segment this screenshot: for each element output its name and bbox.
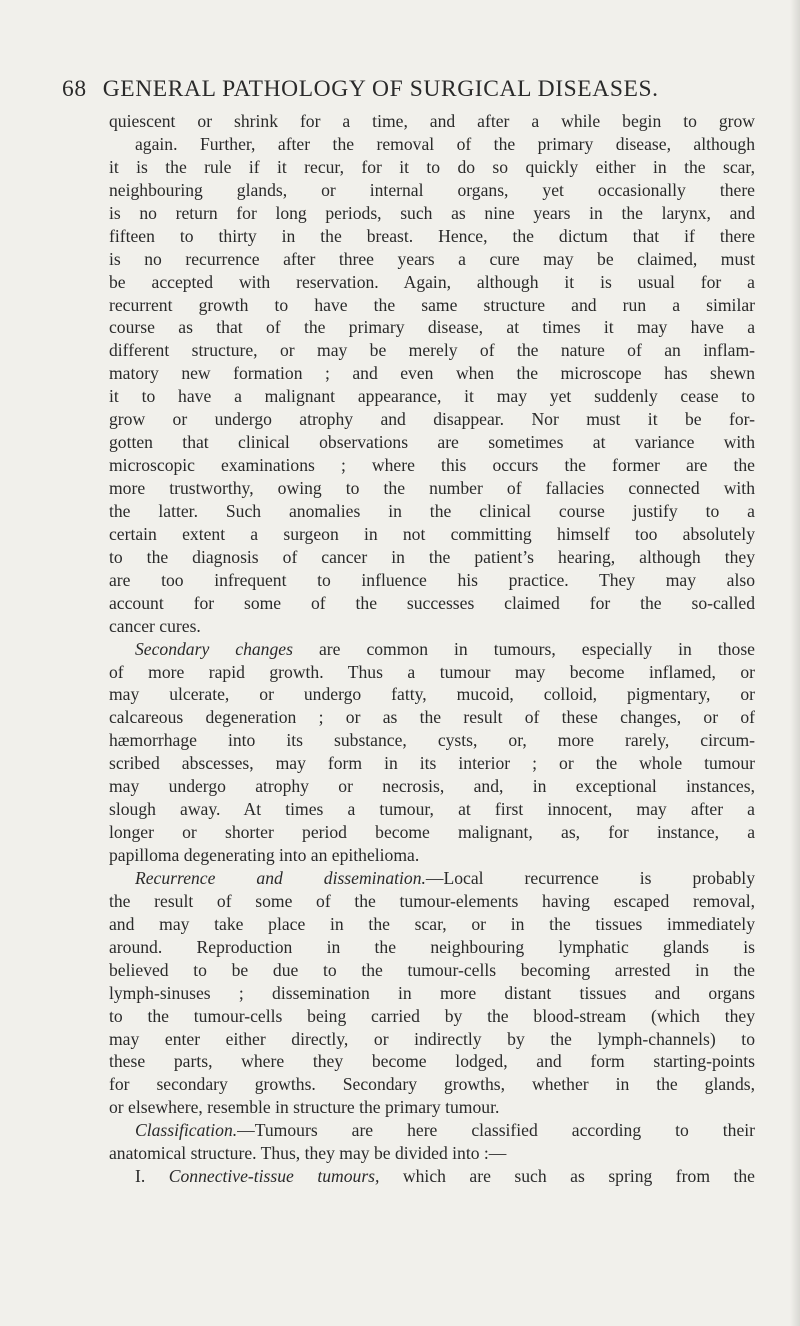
text-line: grow or undergo atrophy and disappear. Nor must it be for-	[109, 409, 755, 430]
page-number: 68	[62, 76, 87, 102]
text-line: of more rapid growth. Thus a tumour may become inflamed, or	[109, 661, 755, 682]
text-line: these parts, where they become lodged, and form starting-points	[109, 1051, 755, 1072]
text-line: are too infrequent to influence his practice. They may also	[109, 569, 755, 590]
text-line: account for some of the successes claimed for the so-called	[109, 592, 755, 613]
text-line: again. Further, after the removal of the primary disease, although	[135, 133, 755, 154]
text-line: gotten that clinical observations are sometimes at variance with	[109, 432, 755, 453]
text-line: neighbouring glands, or internal organs, yet occasionally there	[109, 179, 755, 200]
text-line	[109, 867, 755, 890]
text-line: around. Reproduction in the neighbouring lymphatic glands is	[109, 936, 755, 957]
text-line: calcareous degeneration ; or as the result of these changes, or of	[109, 707, 755, 728]
running-head	[62, 76, 762, 103]
text-line	[109, 1165, 755, 1188]
text-line: cancer cures.	[109, 615, 201, 636]
text-line: be accepted with reservation. Again, although it is usual for a	[109, 271, 755, 292]
text-line: anatomical structure. Thus, they may be divided into :—	[109, 1143, 507, 1164]
text-line: may ulcerate, or undergo fatty, mucoid, colloid, pigmentary, or	[109, 684, 755, 705]
text-line: papilloma degenerating into an epithelioma.	[109, 845, 420, 865]
text-line: matory new formation ; and even when the microscope has shewn	[109, 363, 755, 384]
text-line: the result of some of the tumour-elements having escaped removal,	[109, 890, 755, 911]
text-line: to the tumour-cells being carried by the blood-stream (which they	[109, 1005, 755, 1026]
text-line: recurrent growth to have the same structure and run a similar	[109, 294, 755, 315]
section-heading-recurrence: Recurrence and dissemination.	[135, 867, 426, 888]
text-line: hæmorrhage into its substance, cysts, or, more rarely, circum-	[109, 730, 755, 751]
section-heading-secondary-changes: Secondary changes	[135, 638, 293, 659]
text-run: —Local recurrence is probably	[425, 867, 755, 888]
text-line: may enter either directly, or indirectly by the lymph-channels) to	[109, 1028, 755, 1049]
text-line: it to have a malignant appearance, it may yet suddenly cease to	[109, 386, 755, 407]
text-line: longer or shorter period become malignant, as, for instance, a	[109, 822, 755, 843]
page-edge-shadow	[790, 0, 800, 1326]
text-line: the latter. Such anomalies in the clinical course justify to a	[109, 500, 755, 521]
text-line: scribed abscesses, may form in its interior ; or the whole tumour	[109, 753, 755, 774]
section-heading-connective-tissue: Connective-tissue tumours,	[168, 1166, 380, 1187]
text-line: lymph-sinuses ; dissemination in more distant tissues and organs	[109, 982, 755, 1003]
text-line: certain extent a surgeon in not committing himself too absolutely	[109, 523, 755, 544]
text-line: for secondary growths. Secondary growths, whether in the glands,	[109, 1074, 755, 1095]
text-line	[109, 638, 755, 661]
text-run: are common in tumours, especially in those	[292, 638, 755, 659]
text-line: to the diagnosis of cancer in the patient’s hearing, although they	[109, 546, 755, 567]
text-line: is no recurrence after three years a cure may be claimed, must	[109, 248, 755, 269]
text-line: more trustworthy, owing to the number of fallacies connected with	[109, 478, 755, 498]
text-line: or elsewhere, resemble in structure the primary tumour.	[109, 1097, 500, 1118]
text-line: it is the rule if it recur, for it to do so quickly either in the scar,	[109, 156, 755, 177]
text-line: different structure, or may be merely of the nature of an inflam-	[109, 340, 755, 361]
text-line: may undergo atrophy or necrosis, and, in exceptional instances,	[109, 776, 755, 797]
text-line: is no return for long periods, such as nine years in the larynx, and	[109, 202, 755, 223]
text-line: quiescent or shrink for a time, and after a while begin to grow	[109, 111, 755, 131]
body-text	[109, 110, 755, 1188]
text-line: microscopic examinations ; where this occurs the former are the	[109, 455, 755, 476]
list-numeral: I.	[135, 1166, 169, 1187]
text-line: and may take place in the scar, or in the tissues immediately	[109, 913, 755, 934]
text-line	[109, 1119, 755, 1142]
text-run: —Tumours are here classified according to their	[237, 1120, 755, 1141]
section-heading-classification: Classification.	[135, 1120, 238, 1141]
text-run: which are such as spring from the	[379, 1166, 755, 1187]
text-line: course as that of the primary disease, at times it may have a	[109, 317, 755, 338]
text-line: believed to be due to the tumour-cells becoming arrested in the	[109, 959, 755, 980]
text-line: fifteen to thirty in the breast. Hence, the dictum that if there	[109, 225, 755, 246]
text-line: slough away. At times a tumour, at first innocent, may after a	[109, 799, 755, 820]
chapter-title: GENERAL PATHOLOGY OF SURGICAL DISEASES.	[102, 76, 659, 102]
